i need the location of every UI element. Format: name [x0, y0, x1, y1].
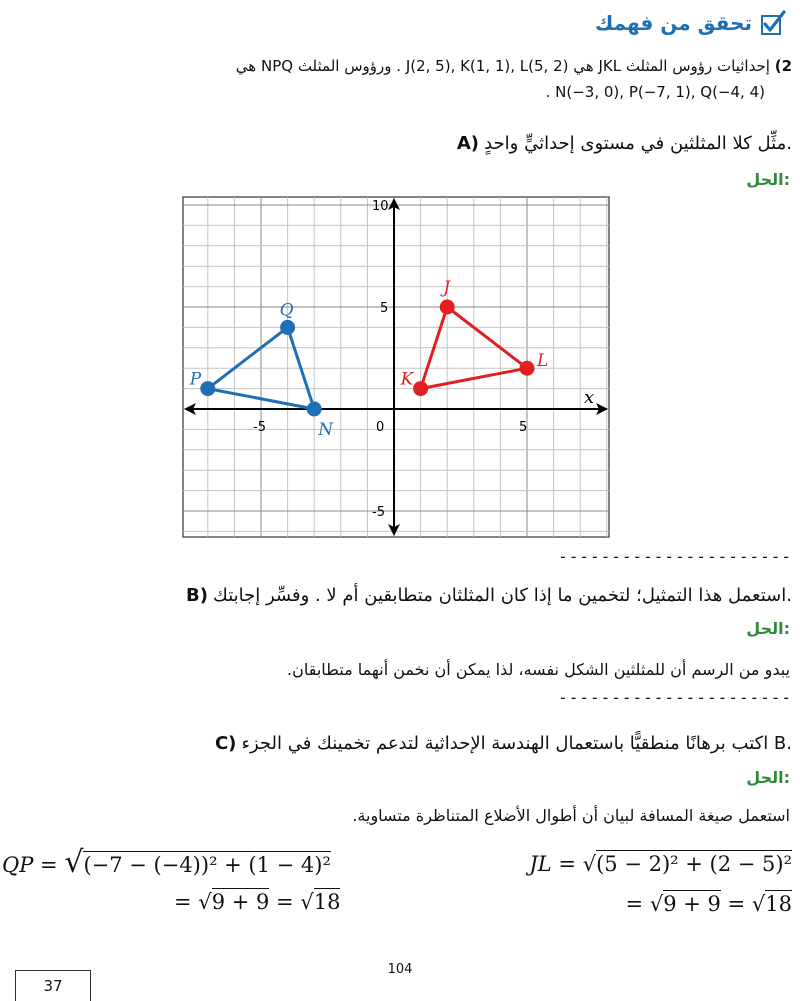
part-c-solution-label: الحل: — [746, 768, 790, 787]
sqrt-icon: √ — [582, 852, 597, 876]
formula-qp-eq-2: = — [276, 890, 294, 914]
question-number: 2) — [774, 57, 792, 75]
part-a-label: A) — [456, 133, 479, 154]
formula-qp-radicand: (−7 − (−4))² + (1 − 4)² — [83, 853, 331, 877]
part-b-solution-label: الحل: — [746, 619, 790, 638]
point-label-l: L — [537, 351, 549, 372]
part-b-answer: يبدو من الرسم أن للمثلثين الشكل نفسه، لذا يمكن أن نخمن أنهما متطابقان. — [287, 660, 790, 679]
sqrt-icon: √ — [64, 845, 84, 880]
formula-jl-line-1 — [529, 852, 792, 876]
point-j — [440, 300, 455, 315]
formula-jl-sqrt-2: 18 — [765, 892, 792, 916]
page-box: 37 — [15, 970, 91, 1001]
formula-jl-sqrt-1: 9 + 9 — [663, 892, 721, 916]
sqrt-icon: √ — [300, 890, 314, 914]
part-c — [8, 733, 792, 754]
formula-qp-line-1 — [2, 845, 331, 880]
formula-qp-sqrt-1: 9 + 9 — [211, 890, 270, 914]
question-line-1 — [8, 53, 792, 79]
part-c-answer: استعمل صيغة المسافة لبيان أن أطوال الأضلاع المتناظرة متساوية. — [352, 806, 790, 825]
formula-qp-lhs: QP = — [2, 853, 58, 877]
point-label-k: K — [400, 369, 414, 390]
part-b-text: استعمل هذا التمثيل؛ لتخمين ما إذا كان المثلثان متطابقين أم لا . وفسِّر إجابتك. — [213, 585, 792, 606]
checkbox-check-icon — [760, 10, 786, 36]
separator-2: ---------------------- — [558, 688, 792, 707]
part-c-label: C) — [214, 733, 237, 754]
question-text-1: إحداثيات رؤوس المثلث JKL هي J(2, 5), K(1, 1), L(5, 2) . ورؤوس المثلث NPQ هي — [235, 57, 770, 75]
formula-jl-eq-1: = — [625, 892, 644, 916]
formula-jl-eq-2: = — [727, 892, 746, 916]
sqrt-icon: √ — [751, 892, 766, 916]
x-tick-label: -5 — [253, 420, 266, 435]
page-number: 104 — [387, 962, 413, 977]
sqrt-icon: √ — [198, 890, 212, 914]
sqrt-icon: √ — [649, 892, 664, 916]
separator-1: ---------------------- — [558, 547, 792, 566]
x-axis-label: x — [584, 387, 595, 408]
section-header — [595, 6, 786, 40]
point-q — [280, 320, 295, 335]
formula-jl-lhs: JL = — [529, 852, 577, 876]
point-label-j: J — [443, 278, 451, 298]
point-n — [307, 402, 322, 417]
point-p — [200, 381, 215, 396]
x-tick-label: 0 — [376, 420, 385, 435]
part-b — [8, 585, 792, 606]
part-a — [8, 133, 792, 154]
part-a-text: مثِّل كلا المثلثين في مستوى إحداثيٍّ واحدٍ. — [484, 133, 792, 154]
y-tick-label: 10 — [372, 199, 389, 214]
part-a-solution-label: الحل: — [746, 170, 790, 189]
point-label-n: N — [318, 420, 334, 440]
point-label-p: P — [189, 369, 202, 390]
point-l — [520, 361, 535, 376]
coordinate-graph — [182, 196, 610, 538]
formula-qp-sqrt-2: 18 — [313, 890, 341, 914]
question-line-2 — [8, 79, 765, 105]
formula-jl-radicand: (5 − 2)² + (2 − 5)² — [596, 852, 792, 876]
question-text-2: . N(−3, 0), P(−7, 1), Q(−4, 4) — [545, 83, 765, 101]
part-c-text: اكتب برهانًا منطقيًّا باستعمال الهندسة الإحداثية لتدعم تخمينك في الجزء B. — [241, 733, 792, 754]
point-label-q: Q — [279, 300, 294, 321]
formula-jl-line-2 — [626, 892, 792, 916]
part-b-label: B) — [185, 585, 208, 606]
header-title: تحقق من فهمك — [595, 11, 752, 35]
x-tick-label: 5 — [519, 420, 528, 435]
y-tick-label: -5 — [372, 505, 385, 520]
formula-qp-eq-1: = — [174, 890, 192, 914]
y-tick-label: 5 — [380, 301, 389, 316]
point-k — [413, 381, 428, 396]
formula-qp-line-2 — [174, 890, 340, 914]
